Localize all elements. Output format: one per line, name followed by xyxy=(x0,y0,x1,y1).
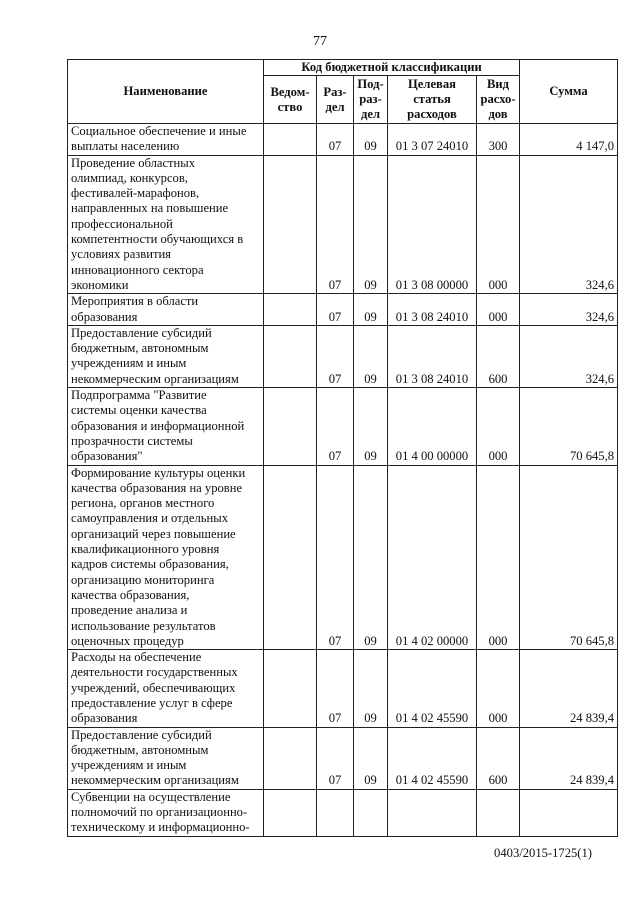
row-razdel: 07 xyxy=(317,294,354,326)
budget-table xyxy=(67,59,618,837)
row-summa: 70 645,8 xyxy=(520,465,618,650)
row-celevaya-statya: 01 3 08 24010 xyxy=(388,294,477,326)
budget-table-body xyxy=(68,124,618,837)
row-vedomstvo xyxy=(264,650,317,727)
row-summa xyxy=(520,789,618,836)
row-name: Субвенции на осуществление полномочий по организационно- техническому и информационно- xyxy=(68,789,264,836)
header-razdel: Раз- дел xyxy=(317,76,354,124)
row-vedomstvo xyxy=(264,727,317,789)
row-vid-rashodov: 000 xyxy=(477,388,520,465)
row-vid-rashodov: 000 xyxy=(477,155,520,294)
row-vedomstvo xyxy=(264,124,317,156)
row-summa: 24 839,4 xyxy=(520,650,618,727)
row-vedomstvo xyxy=(264,789,317,836)
table-row xyxy=(68,155,618,294)
row-razdel xyxy=(317,789,354,836)
row-summa: 324,6 xyxy=(520,155,618,294)
row-podrazdel xyxy=(354,789,388,836)
row-summa: 4 147,0 xyxy=(520,124,618,156)
header-vedomstvo: Ведом- ство xyxy=(264,76,317,124)
row-podrazdel: 09 xyxy=(354,650,388,727)
row-razdel: 07 xyxy=(317,465,354,650)
row-podrazdel: 09 xyxy=(354,465,388,650)
row-vid-rashodov: 000 xyxy=(477,650,520,727)
row-razdel: 07 xyxy=(317,325,354,387)
table-row xyxy=(68,124,618,156)
header-podrazdel: Под- раз- дел xyxy=(354,76,388,124)
table-row xyxy=(68,727,618,789)
row-razdel: 07 xyxy=(317,124,354,156)
document-code: 0403/2015-1725(1) xyxy=(494,846,592,860)
table-row xyxy=(68,789,618,836)
table-row xyxy=(68,294,618,326)
row-vedomstvo xyxy=(264,325,317,387)
row-name: Социальное обеспечение и иные выплаты населению xyxy=(68,124,264,156)
row-celevaya-statya: 01 4 02 45590 xyxy=(388,727,477,789)
row-name: Предоставление субсидий бюджетным, автономным учреждениям и иным некоммерческим организациям xyxy=(68,727,264,789)
table-row xyxy=(68,388,618,465)
row-podrazdel: 09 xyxy=(354,124,388,156)
row-name: Предоставление субсидий бюджетным, автономным учреждениям и иным некоммерческим организациям xyxy=(68,325,264,387)
row-celevaya-statya: 01 3 08 24010 xyxy=(388,325,477,387)
row-vedomstvo xyxy=(264,155,317,294)
table-row xyxy=(68,325,618,387)
row-vid-rashodov: 300 xyxy=(477,124,520,156)
row-podrazdel: 09 xyxy=(354,325,388,387)
row-razdel: 07 xyxy=(317,727,354,789)
row-summa: 70 645,8 xyxy=(520,388,618,465)
row-vid-rashodov: 600 xyxy=(477,727,520,789)
row-vedomstvo xyxy=(264,465,317,650)
row-vid-rashodov: 000 xyxy=(477,465,520,650)
table-row xyxy=(68,465,618,650)
header-code-group: Код бюджетной классификации xyxy=(264,60,520,76)
row-razdel: 07 xyxy=(317,650,354,727)
row-podrazdel: 09 xyxy=(354,155,388,294)
row-summa: 324,6 xyxy=(520,294,618,326)
row-vid-rashodov: 600 xyxy=(477,325,520,387)
row-podrazdel: 09 xyxy=(354,727,388,789)
header-summa: Сумма xyxy=(520,60,618,124)
row-celevaya-statya: 01 3 08 00000 xyxy=(388,155,477,294)
page-number: 77 xyxy=(313,34,327,49)
header-name: Наименование xyxy=(68,60,264,124)
row-vid-rashodov xyxy=(477,789,520,836)
row-celevaya-statya: 01 4 02 00000 xyxy=(388,465,477,650)
row-name: Расходы на обеспечение деятельности государственных учреждений, обеспечивающих предоставление услуг в сфере образования xyxy=(68,650,264,727)
row-celevaya-statya xyxy=(388,789,477,836)
row-razdel: 07 xyxy=(317,388,354,465)
row-celevaya-statya: 01 4 00 00000 xyxy=(388,388,477,465)
header-celevaya: Целевая статья расходов xyxy=(388,76,477,124)
row-vid-rashodov: 000 xyxy=(477,294,520,326)
row-summa: 24 839,4 xyxy=(520,727,618,789)
table-row xyxy=(68,650,618,727)
row-celevaya-statya: 01 3 07 24010 xyxy=(388,124,477,156)
row-name: Формирование культуры оценки качества образования на уровне региона, органов местного самоуправления и отдельных организаций через повышение квалификационного уровня кадров системы образования, организацию мониторинга качества образования, проведение анализа и использование результатов оценочных процедур xyxy=(68,465,264,650)
row-vedomstvo xyxy=(264,388,317,465)
row-podrazdel: 09 xyxy=(354,388,388,465)
row-name: Мероприятия в области образования xyxy=(68,294,264,326)
row-podrazdel: 09 xyxy=(354,294,388,326)
row-celevaya-statya: 01 4 02 45590 xyxy=(388,650,477,727)
row-vedomstvo xyxy=(264,294,317,326)
row-razdel: 07 xyxy=(317,155,354,294)
row-name: Подпрограмма "Развитие системы оценки качества образования и информационной прозрачности системы образования" xyxy=(68,388,264,465)
header-vid: Вид расхо- дов xyxy=(477,76,520,124)
row-summa: 324,6 xyxy=(520,325,618,387)
row-name: Проведение областных олимпиад, конкурсов, фестивалей-марафонов, направленных на повышение профессиональной компетентности обучающихся в условиях развития инновационного сектора экономики xyxy=(68,155,264,294)
